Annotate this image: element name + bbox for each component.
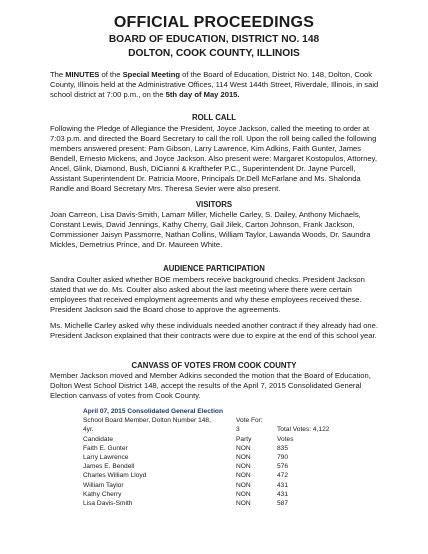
table-row [83,444,383,453]
candidate-party: NON [236,463,251,471]
party-column-header: Party [236,435,252,443]
table-row [83,471,383,480]
candidate-party: NON [236,499,251,507]
audience-paragraph-2: Ms. Michelle Carley asked why these individuals needed another contract if they already had one. President Jackson explained that their contracts were due to expire at the end of this school year. [50,321,378,340]
candidate-party: NON [236,490,251,498]
election-table-title: April 07, 2015 Consolidated General Election [83,408,223,415]
intro-text-1: The [50,70,66,79]
canvass-heading: CANVASS OF VOTES FROM COOK COUNTY [131,361,297,370]
intro-bold-meeting-type: Special Meeting [122,70,181,79]
candidate-name: James E. Bendell [83,463,135,471]
canvass-paragraph: Member Jackson moved and Member Adkins seconded the motion that the Board of Education, Dolton West School District 148, accept the results of the April 7, 2015 Consolidated General Election canvass of votes from Cook County. [50,371,371,400]
intro-paragraph [50,70,380,100]
table-column-headers [83,435,383,444]
candidate-party: NON [236,453,251,461]
candidate-party: NON [236,481,251,489]
roll-call-paragraph: Following the Pledge of Allegiance the President, Joyce Jackson, called the meeting to order at 7:03 p.m. and directed the Board Secretary to call the roll. Upon the roll being called the following members answered present: Pam Gibson, Larry Lawrence, Kim Adkins, Faith Gunter, James Bendell, Ernesto Mickens, and Joyce Jackson. Also present were: Margaret Kostopulos, Attorney, Ancel, Glink, Diamond, Bush, DiCianni & Krafthefer P.C., Superintendent Dr. Jayne Purcell, Assistant Superintendent Dr. Patricia Moore, Principals Dr.Dell McFarlane and Ms. Shalonda Randle and Board Secretary Mrs. Theresa Sevier were also present. [50,124,377,193]
visitors-heading: VISITORS [195,200,233,209]
candidate-name: Charles William Lloyd [83,472,147,480]
candidate-votes: 790 [277,453,289,461]
table-row [83,490,383,499]
vote-for-count: 3 [236,426,240,434]
document-title: OFFICIAL PROCEEDINGS [113,14,315,31]
table-row [83,462,383,471]
table-header-row [83,425,383,434]
table-row [83,481,383,490]
candidate-votes: 472 [277,472,289,480]
intro-text-2: of the [99,70,123,79]
candidate-votes: 587 [277,499,289,507]
election-results-table [83,407,383,508]
table-row [83,453,383,462]
visitors-paragraph: Joan Carreon, Lisa Davis-Smith, Lamarr Miller, Michelle Carley, S. Dailey, Anthony Michaels, Constant Lewis, David Jennings, Kathy Cherry, Gail Jilek, Carton Johnson, Frank Jackson, Commissioner Jaisyn Passmorre, Nathan Collins, William Taylor, Lawanda Woods, Dr. Saundra Mickles, Demetrius Prince, and Dr. Maureen White. [50,210,371,249]
candidate-name: William Taylor [83,481,124,489]
audience-participation-heading: AUDIENCE PARTICIPATION [163,264,265,273]
candidate-party: NON [236,472,251,480]
intro-text-3: of the Board of Education, District No. 148, Dolton, Cook County, Illinois held at the Administrative Offices, 114 West 144th Street, Riverdale, Illinois, in said school district at 7:00 p.m., on the [50,70,379,99]
candidate-column-header: Candidate [83,435,114,443]
candidate-name: Kathy Cherry [83,490,122,498]
candidate-name: Lisa Davis-Smith [83,499,133,507]
audience-paragraph-1: Sandra Coulter asked whether BOE members receive background checks. President Jackson stated that we do. Ms. Coulter also asked about the last meeting where there were certain employees that received employment agreements and why these employees received these. President Jackson said the Board chose to approve the agreements. [50,275,365,314]
vote-for-label: Vote For: [236,417,263,425]
candidate-votes: 835 [277,444,289,452]
intro-bold-minutes: MINUTES [65,70,100,79]
office-label: School Board Member, Dolton Number 148, [83,417,211,425]
table-row [83,499,383,508]
candidate-votes: 576 [277,463,289,471]
candidate-votes: 431 [277,481,289,489]
candidate-votes: 431 [277,490,289,498]
intro-bold-date: 5th day of May 2015. [165,90,240,99]
candidate-name: Larry Lawrence [83,453,129,461]
board-name: BOARD OF EDUCATION, DISTRICT NO. 148 [108,34,320,45]
candidate-party: NON [236,444,251,452]
table-header-row [83,416,383,425]
roll-call-heading: ROLL CALL [191,113,237,122]
votes-column-header: Votes [277,435,294,443]
total-votes: Total Votes: 4,122 [277,426,330,434]
term-label: 4yr. [83,426,94,434]
board-location: DOLTON, COOK COUNTY, ILLINOIS [128,48,300,59]
candidate-name: Faith E. Gunter [83,444,128,452]
